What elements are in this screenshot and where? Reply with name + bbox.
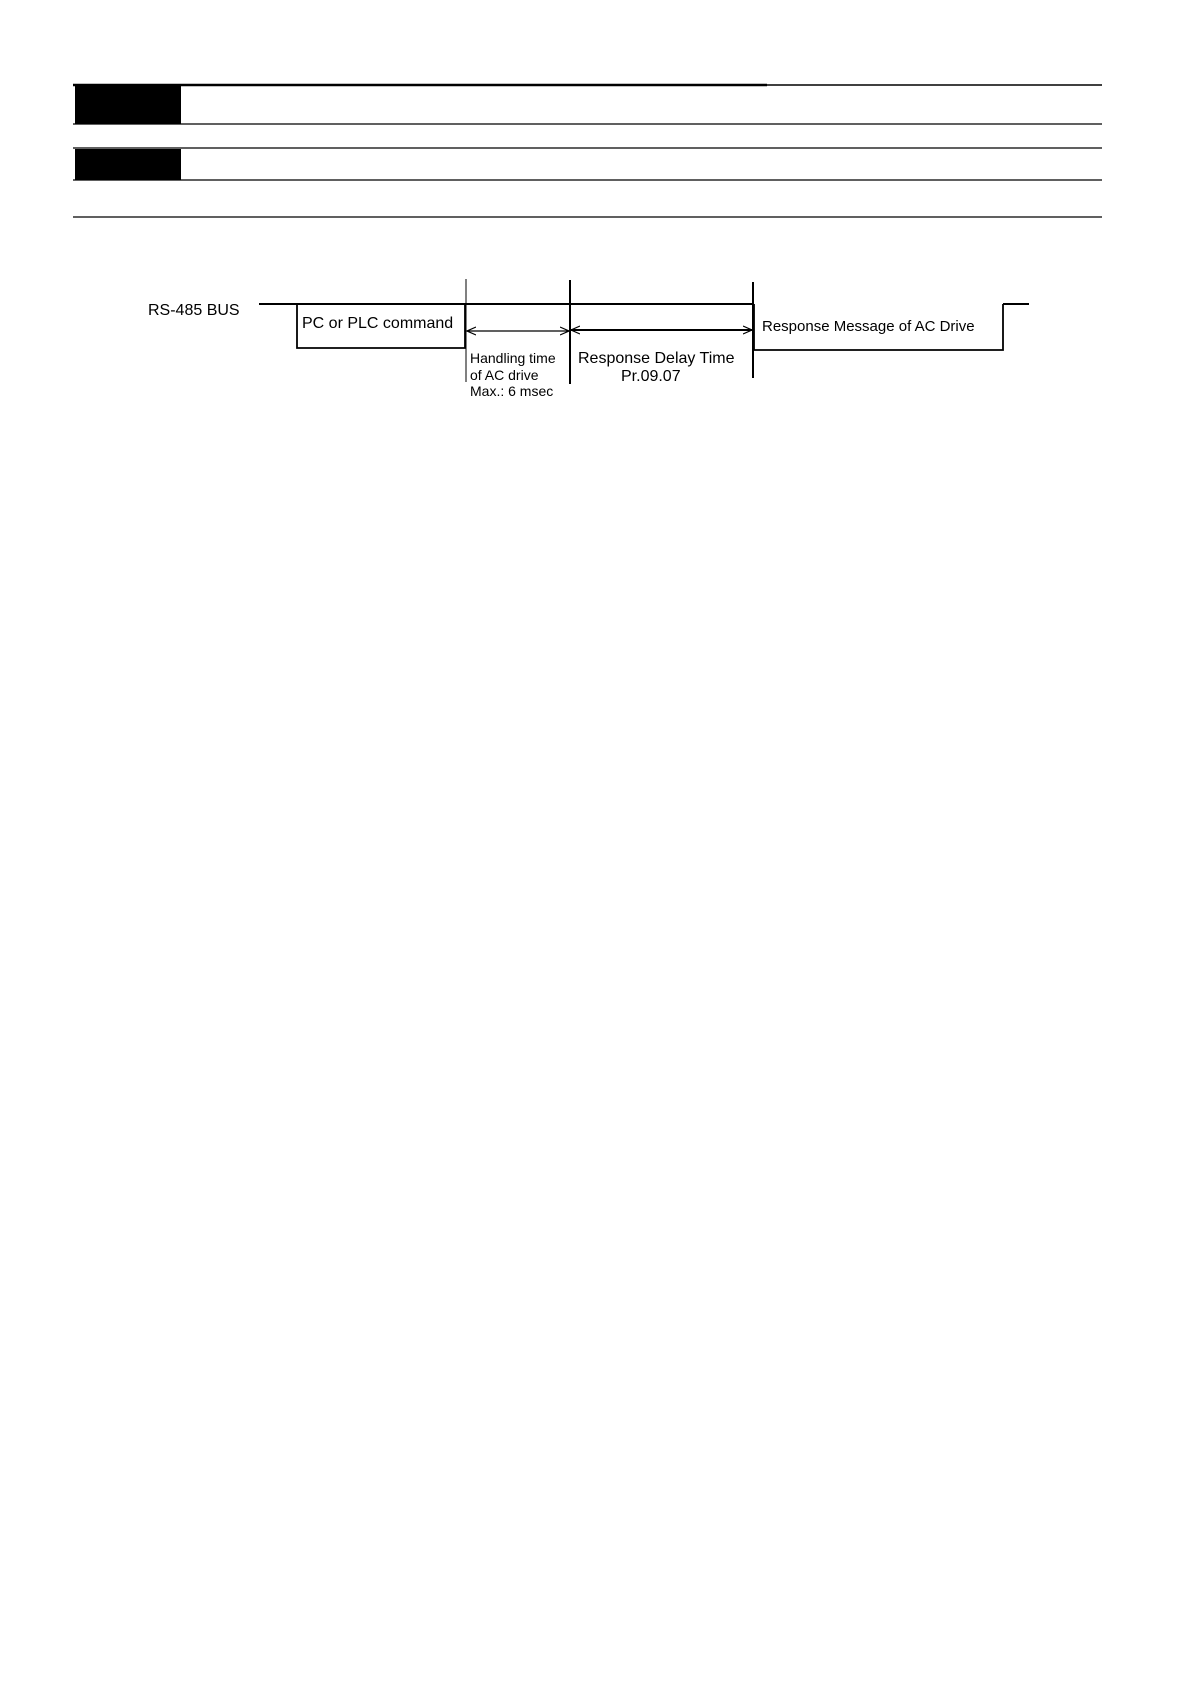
- header-tab-2: [75, 149, 181, 180]
- response-delay-label-line1: Response Delay Time: [578, 350, 735, 367]
- handling-time-label-line2: of AC drive: [470, 367, 539, 383]
- command-box-label: PC or PLC command: [302, 315, 454, 332]
- handling-time-label-line3: Max.: 6 msec: [470, 383, 554, 399]
- handling-time-label-line1: Handling time: [470, 350, 556, 366]
- response-delay-label-line2: Pr.09.07: [621, 368, 681, 385]
- response-box-label: Response Message of AC Drive: [762, 318, 975, 335]
- header-tab-1: [75, 86, 181, 124]
- page-header: [73, 85, 1102, 217]
- bus-label: RS-485 BUS: [148, 302, 240, 319]
- timing-diagram: [148, 279, 1029, 399]
